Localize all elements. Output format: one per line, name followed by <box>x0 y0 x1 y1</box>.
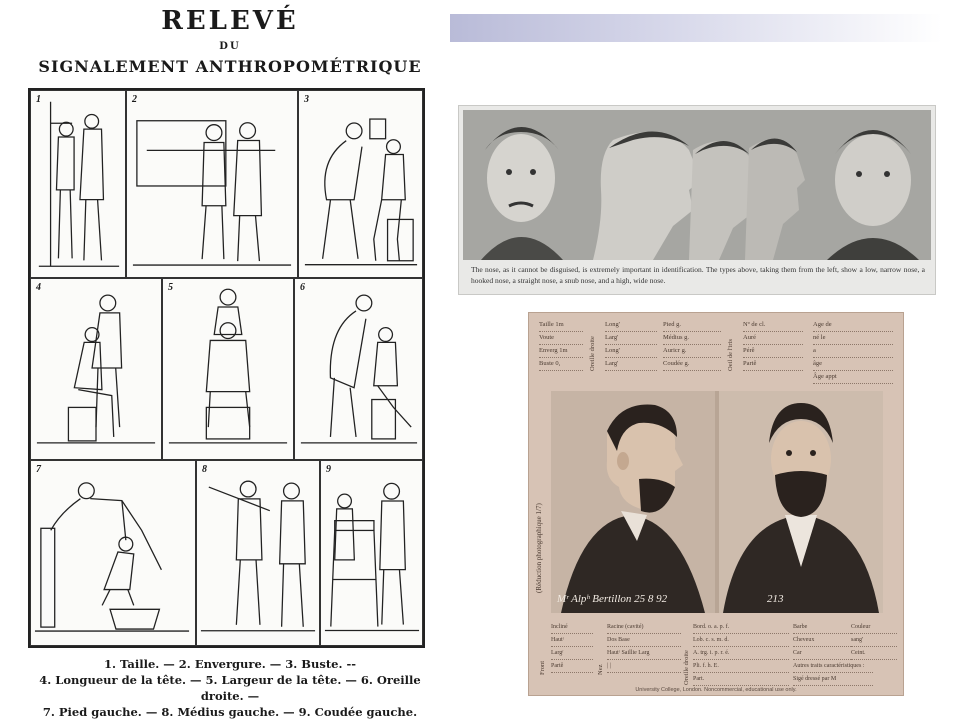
panel-number: 1 <box>36 94 41 105</box>
frontal-portrait-image <box>719 391 883 613</box>
photo-reduction-label: (Réduction photographique 1/7) <box>535 503 543 593</box>
form-field-label: Coudée g. <box>663 358 721 371</box>
panel-head-length <box>30 278 162 460</box>
form-field-label: Buste 0, <box>539 358 583 371</box>
mugshot-number: 213 <box>767 593 784 605</box>
form-field-label: Larg' <box>605 358 657 371</box>
nose-types-caption: The nose, as it cannot be disguised, is extremely important in identification. The types above, taking them from the left, show a low, narrow nose, a hooked nose, a straight nose, a snub nose, and a high, wide nose. <box>471 265 925 285</box>
panel-left-foot <box>30 460 196 646</box>
profile-mugshot <box>551 391 715 613</box>
form-field-label: Sigé dressé par M <box>793 673 873 686</box>
card-bottom-forehead <box>551 621 593 673</box>
form-field-label: Nº de cl. <box>743 319 803 332</box>
form-field-label: Cheveux <box>793 634 873 647</box>
panel-head-width <box>162 278 294 460</box>
measuring-foot-illustration <box>31 461 195 645</box>
form-field-label: Larg' <box>605 332 657 345</box>
portrait-heads-image <box>463 110 931 260</box>
profile-portrait-image <box>551 391 715 613</box>
card-vertical-label: Front <box>539 660 546 675</box>
form-field-label: Lob. c. s. m. d. <box>693 634 789 647</box>
measurement-illustration-grid <box>28 88 425 648</box>
poster-title: RELEVÉ <box>161 6 299 36</box>
poster-title-du: DU <box>219 41 241 52</box>
form-field-label: Enverg 1m <box>539 345 583 358</box>
panel-number: 9 <box>326 464 331 475</box>
form-field-label: Part. <box>693 673 789 686</box>
frontal-mugshot <box>719 391 883 613</box>
panel-number: 2 <box>132 94 137 105</box>
card-vertical-label: Oeil de l'iris <box>727 339 734 371</box>
measuring-ear-illustration <box>295 279 422 459</box>
card-top-identity <box>813 319 893 384</box>
poster-captions <box>30 656 430 720</box>
panel-number: 5 <box>168 282 173 293</box>
form-field-label: Largʳ <box>551 647 593 660</box>
nose-types-photo <box>463 110 931 260</box>
form-field-label: Racine (cavité) <box>607 621 681 634</box>
panel-middle-finger <box>196 460 320 646</box>
card-top-measurements-1 <box>539 319 583 371</box>
caption-line: 4. Longueur de la tête. — 5. Largeur de la tête. — 6. Oreille droite. — <box>39 673 421 703</box>
form-field-label: Partê <box>551 660 593 673</box>
measuring-height-illustration <box>31 91 125 277</box>
panel-bust <box>298 90 423 278</box>
form-field-label: Pli. f. h. E. <box>693 660 789 673</box>
form-field-label: Auricr g. <box>663 345 721 358</box>
form-field-label: Autres traits caractéristiques : <box>793 660 873 673</box>
form-field-label: Incliné <box>551 621 593 634</box>
form-field-label: Âge appt <box>813 371 893 384</box>
form-field-label: Pied g. <box>663 319 721 332</box>
form-field-label: Partê <box>743 358 803 371</box>
image-credit: University College, London. Noncommercial, educational use only. <box>635 687 797 693</box>
panel-arm-span <box>126 90 298 278</box>
form-field-label: a <box>813 345 893 358</box>
caption-line: 1. Taille. — 2. Envergure. — 3. Buste. -- <box>103 657 357 671</box>
card-top-measurements-4 <box>743 319 803 371</box>
form-field-label: Long' <box>605 319 657 332</box>
card-bottom-ear <box>693 621 789 686</box>
measuring-forearm-illustration <box>321 461 422 645</box>
card-top-measurements-2 <box>605 319 657 371</box>
form-field-label: Dos Base <box>607 634 681 647</box>
form-field-label: né le <box>813 332 893 345</box>
form-field-label: âge <box>813 358 893 371</box>
form-field-label: | | <box>607 660 681 673</box>
form-field-label: Age de <box>813 319 893 332</box>
form-field-label: Taille 1m <box>539 319 583 332</box>
panel-height <box>30 90 126 278</box>
form-field-label: A. trg. i. p. r. é. <box>693 647 789 660</box>
form-field-label: Hautʳ <box>551 634 593 647</box>
card-vertical-label: Oreille droite <box>683 650 690 685</box>
measuring-arm-span-illustration <box>127 91 297 277</box>
panel-number: 3 <box>304 94 309 105</box>
panel-right-ear <box>294 278 423 460</box>
measuring-finger-illustration <box>197 461 319 645</box>
measuring-head-width-illustration <box>163 279 293 459</box>
poster-subtitle: SIGNALEMENT ANTHROPOMÉTRIQUE <box>38 57 422 76</box>
panel-number: 4 <box>36 282 41 293</box>
card-bottom-color <box>851 621 897 660</box>
card-bottom-nose <box>607 621 681 673</box>
panel-number: 6 <box>300 282 305 293</box>
form-field-label: Bord. o. a. p. f. <box>693 621 789 634</box>
form-field-label: Ceint. <box>851 647 897 660</box>
form-field-label: Car <box>793 647 873 660</box>
mugshot-signature: Mʳ Alpʰ Bertillon 25 8 92 <box>557 593 668 605</box>
form-field-label: Couleur <box>851 621 897 634</box>
form-field-label: sang' <box>851 634 897 647</box>
header-gradient-bar <box>450 14 942 42</box>
form-field-label: Hautʳ Saillie Larg <box>607 647 681 660</box>
panel-number: 8 <box>202 464 207 475</box>
panel-forearm <box>320 460 423 646</box>
form-field-label: Pérê <box>743 345 803 358</box>
form-field-label: Voute <box>539 332 583 345</box>
nose-types-figure <box>458 105 936 295</box>
form-field-label: Médius g. <box>663 332 721 345</box>
measuring-head-length-illustration <box>31 279 161 459</box>
measuring-bust-illustration <box>299 91 422 277</box>
panel-number: 7 <box>36 464 41 475</box>
form-field-label: Long' <box>605 345 657 358</box>
card-vertical-label: Oreille droite <box>589 336 596 371</box>
mugshot-photos <box>551 391 883 613</box>
card-top-measurements-3 <box>663 319 721 371</box>
form-field-label: Barbe <box>793 621 873 634</box>
card-vertical-label: Nez <box>597 664 604 675</box>
bertillon-record-card <box>528 312 904 696</box>
form-field-label: Auré <box>743 332 803 345</box>
caption-line: 7. Pied gauche. — 8. Médius gauche. — 9. Coudée gauche. <box>42 705 418 719</box>
